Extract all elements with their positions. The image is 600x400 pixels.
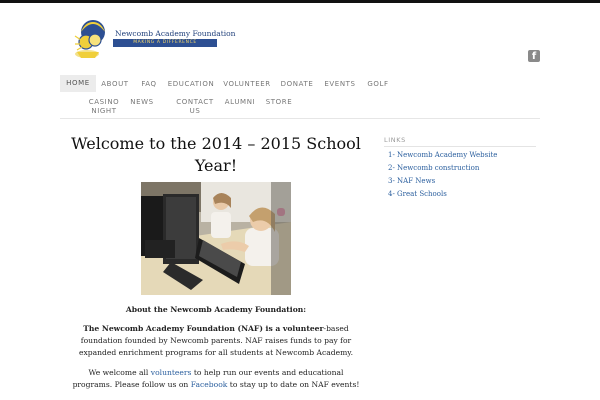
nav-faq[interactable]: FAQ bbox=[141, 80, 157, 88]
nav-contact-us-line1: CONTACT bbox=[176, 98, 214, 106]
nav-donate[interactable]: DONATE bbox=[280, 80, 314, 88]
intro-text: -based foundation founded by Newcomb parents. NAF raises funds to pay for expanded enrichment programs for all students at Newcomb Academy. bbox=[78, 324, 354, 357]
intro-paragraph bbox=[68, 323, 364, 359]
intro-bold-text: The Newcomb Academy Foundation (NAF) is a volunteer bbox=[83, 324, 324, 333]
logo-tagline: MAKING A DIFFERENCE bbox=[133, 40, 197, 45]
nav-about[interactable]: ABOUT bbox=[101, 80, 129, 88]
nav-alumni[interactable]: ALUMNI bbox=[224, 98, 256, 106]
logo-emblem-icon bbox=[73, 14, 117, 60]
nav-casino-night-line1: CASINO bbox=[88, 98, 120, 106]
site-logo[interactable] bbox=[73, 14, 236, 60]
link-newcomb-academy-website[interactable]: 1- Newcomb Academy Website bbox=[388, 151, 498, 159]
welcome-text-end: to stay up to date on NAF events! bbox=[227, 380, 360, 389]
nav-contact-us[interactable] bbox=[176, 98, 214, 116]
logo-tagline-band bbox=[113, 39, 217, 47]
links-heading: LINKS bbox=[384, 136, 406, 144]
link-great-schools[interactable]: 4- Great Schools bbox=[388, 190, 447, 198]
nav-volunteer[interactable]: VOLUNTEER bbox=[223, 80, 271, 88]
page-title-line1: Welcome to the 2014 – 2015 School bbox=[71, 134, 361, 153]
nav-news[interactable]: NEWS bbox=[130, 98, 154, 106]
facebook-link[interactable]: Facebook bbox=[190, 380, 228, 389]
page-title-line2: Year! bbox=[194, 156, 238, 175]
link-newcomb-construction[interactable]: 2- Newcomb construction bbox=[388, 164, 480, 172]
welcome-text-middle: to help run our events and educational programs. Please follow us on bbox=[72, 368, 344, 389]
nav-casino-night-line2: NIGHT bbox=[91, 107, 117, 115]
classroom-photo bbox=[141, 182, 291, 295]
logo-title: Newcomb Academy Foundation bbox=[115, 29, 236, 38]
nav-golf[interactable]: GOLF bbox=[367, 80, 389, 88]
nav-contact-us-line2: US bbox=[189, 107, 201, 115]
nav-divider bbox=[60, 118, 540, 119]
page-title bbox=[70, 133, 362, 177]
welcome-text-start: We welcome all bbox=[88, 368, 151, 377]
volunteers-link[interactable]: volunteers bbox=[150, 368, 192, 377]
classroom-illustration bbox=[141, 182, 291, 295]
about-heading: About the Newcomb Academy Foundation: bbox=[125, 305, 307, 314]
nav-casino-night[interactable] bbox=[86, 98, 122, 116]
nav-home[interactable]: HOME bbox=[60, 75, 96, 92]
facebook-icon[interactable]: f bbox=[528, 50, 540, 62]
welcome-paragraph bbox=[68, 367, 364, 391]
nav-store[interactable]: STORE bbox=[265, 98, 293, 106]
nav-education[interactable]: EDUCATION bbox=[167, 80, 215, 88]
links-divider bbox=[384, 146, 536, 147]
link-naf-news[interactable]: 3- NAF News bbox=[388, 177, 436, 185]
top-bar bbox=[0, 0, 600, 3]
nav-events[interactable]: EVENTS bbox=[324, 80, 356, 88]
